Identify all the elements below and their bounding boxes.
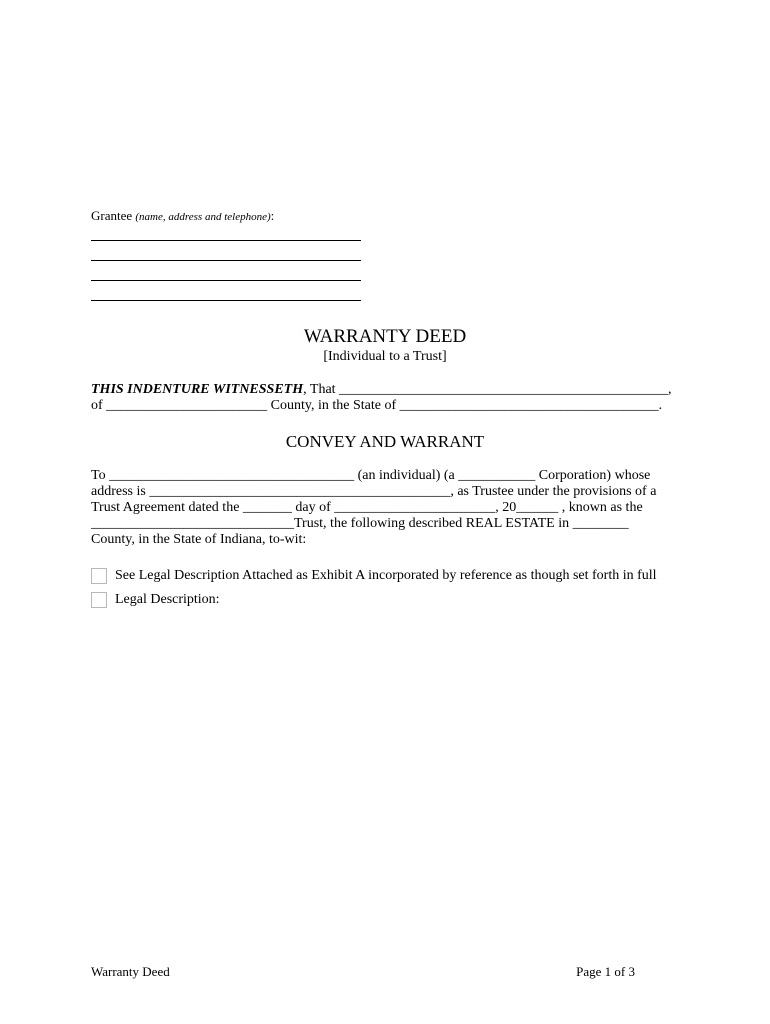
grantee-label	[91, 208, 274, 225]
convey-line-4: _____________________________Trust, the following described REAL ESTATE in ________	[91, 516, 629, 531]
section-title: CONVEY AND WARRANT	[285, 432, 485, 451]
option-legal-description	[91, 592, 220, 608]
grantee-line-1[interactable]	[91, 240, 361, 241]
page-number: Page 1 of 3	[576, 964, 635, 979]
exhibit-a-label: See Legal Description Attached as Exhibit A incorporated by reference as though set forth in full	[115, 568, 657, 583]
indenture-lead: THIS INDENTURE WITNESSETH	[91, 382, 304, 397]
convey-line-1: To ___________________________________ (an individual) (a ___________ Corporation) whose	[91, 468, 651, 483]
exhibit-a-checkbox[interactable]	[91, 568, 107, 584]
grantee-line-4[interactable]	[91, 300, 361, 301]
document-title: WARRANTY DEED	[303, 326, 467, 347]
grantee-label-text: Grantee	[91, 208, 133, 223]
convey-line-3: Trust Agreement dated the _______ day of _______________________, 20______ , known as the	[91, 500, 643, 515]
footer-title: Warranty Deed	[91, 964, 170, 979]
grantee-colon: :	[270, 208, 275, 223]
convey-line-5: County, in the State of Indiana, to-wit:	[91, 532, 307, 547]
grantee-line-2[interactable]	[91, 260, 361, 261]
option-exhibit-a	[91, 568, 657, 584]
indenture-line-1	[91, 382, 673, 398]
indenture-line-2: of _______________________ County, in the State of _____________________________________.	[91, 398, 663, 413]
grantee-line-3[interactable]	[91, 280, 361, 281]
legal-description-checkbox[interactable]	[91, 592, 107, 608]
legal-description-label: Legal Description:	[115, 592, 220, 607]
convey-line-2: address is ___________________________________________, as Trustee under the provisions of a	[91, 484, 657, 499]
document-subtitle: [Individual to a Trust]	[323, 349, 447, 364]
indenture-line-1-rest: , That _______________________________________________,	[303, 382, 672, 397]
grantee-note: (name, address and telephone)	[135, 211, 271, 223]
